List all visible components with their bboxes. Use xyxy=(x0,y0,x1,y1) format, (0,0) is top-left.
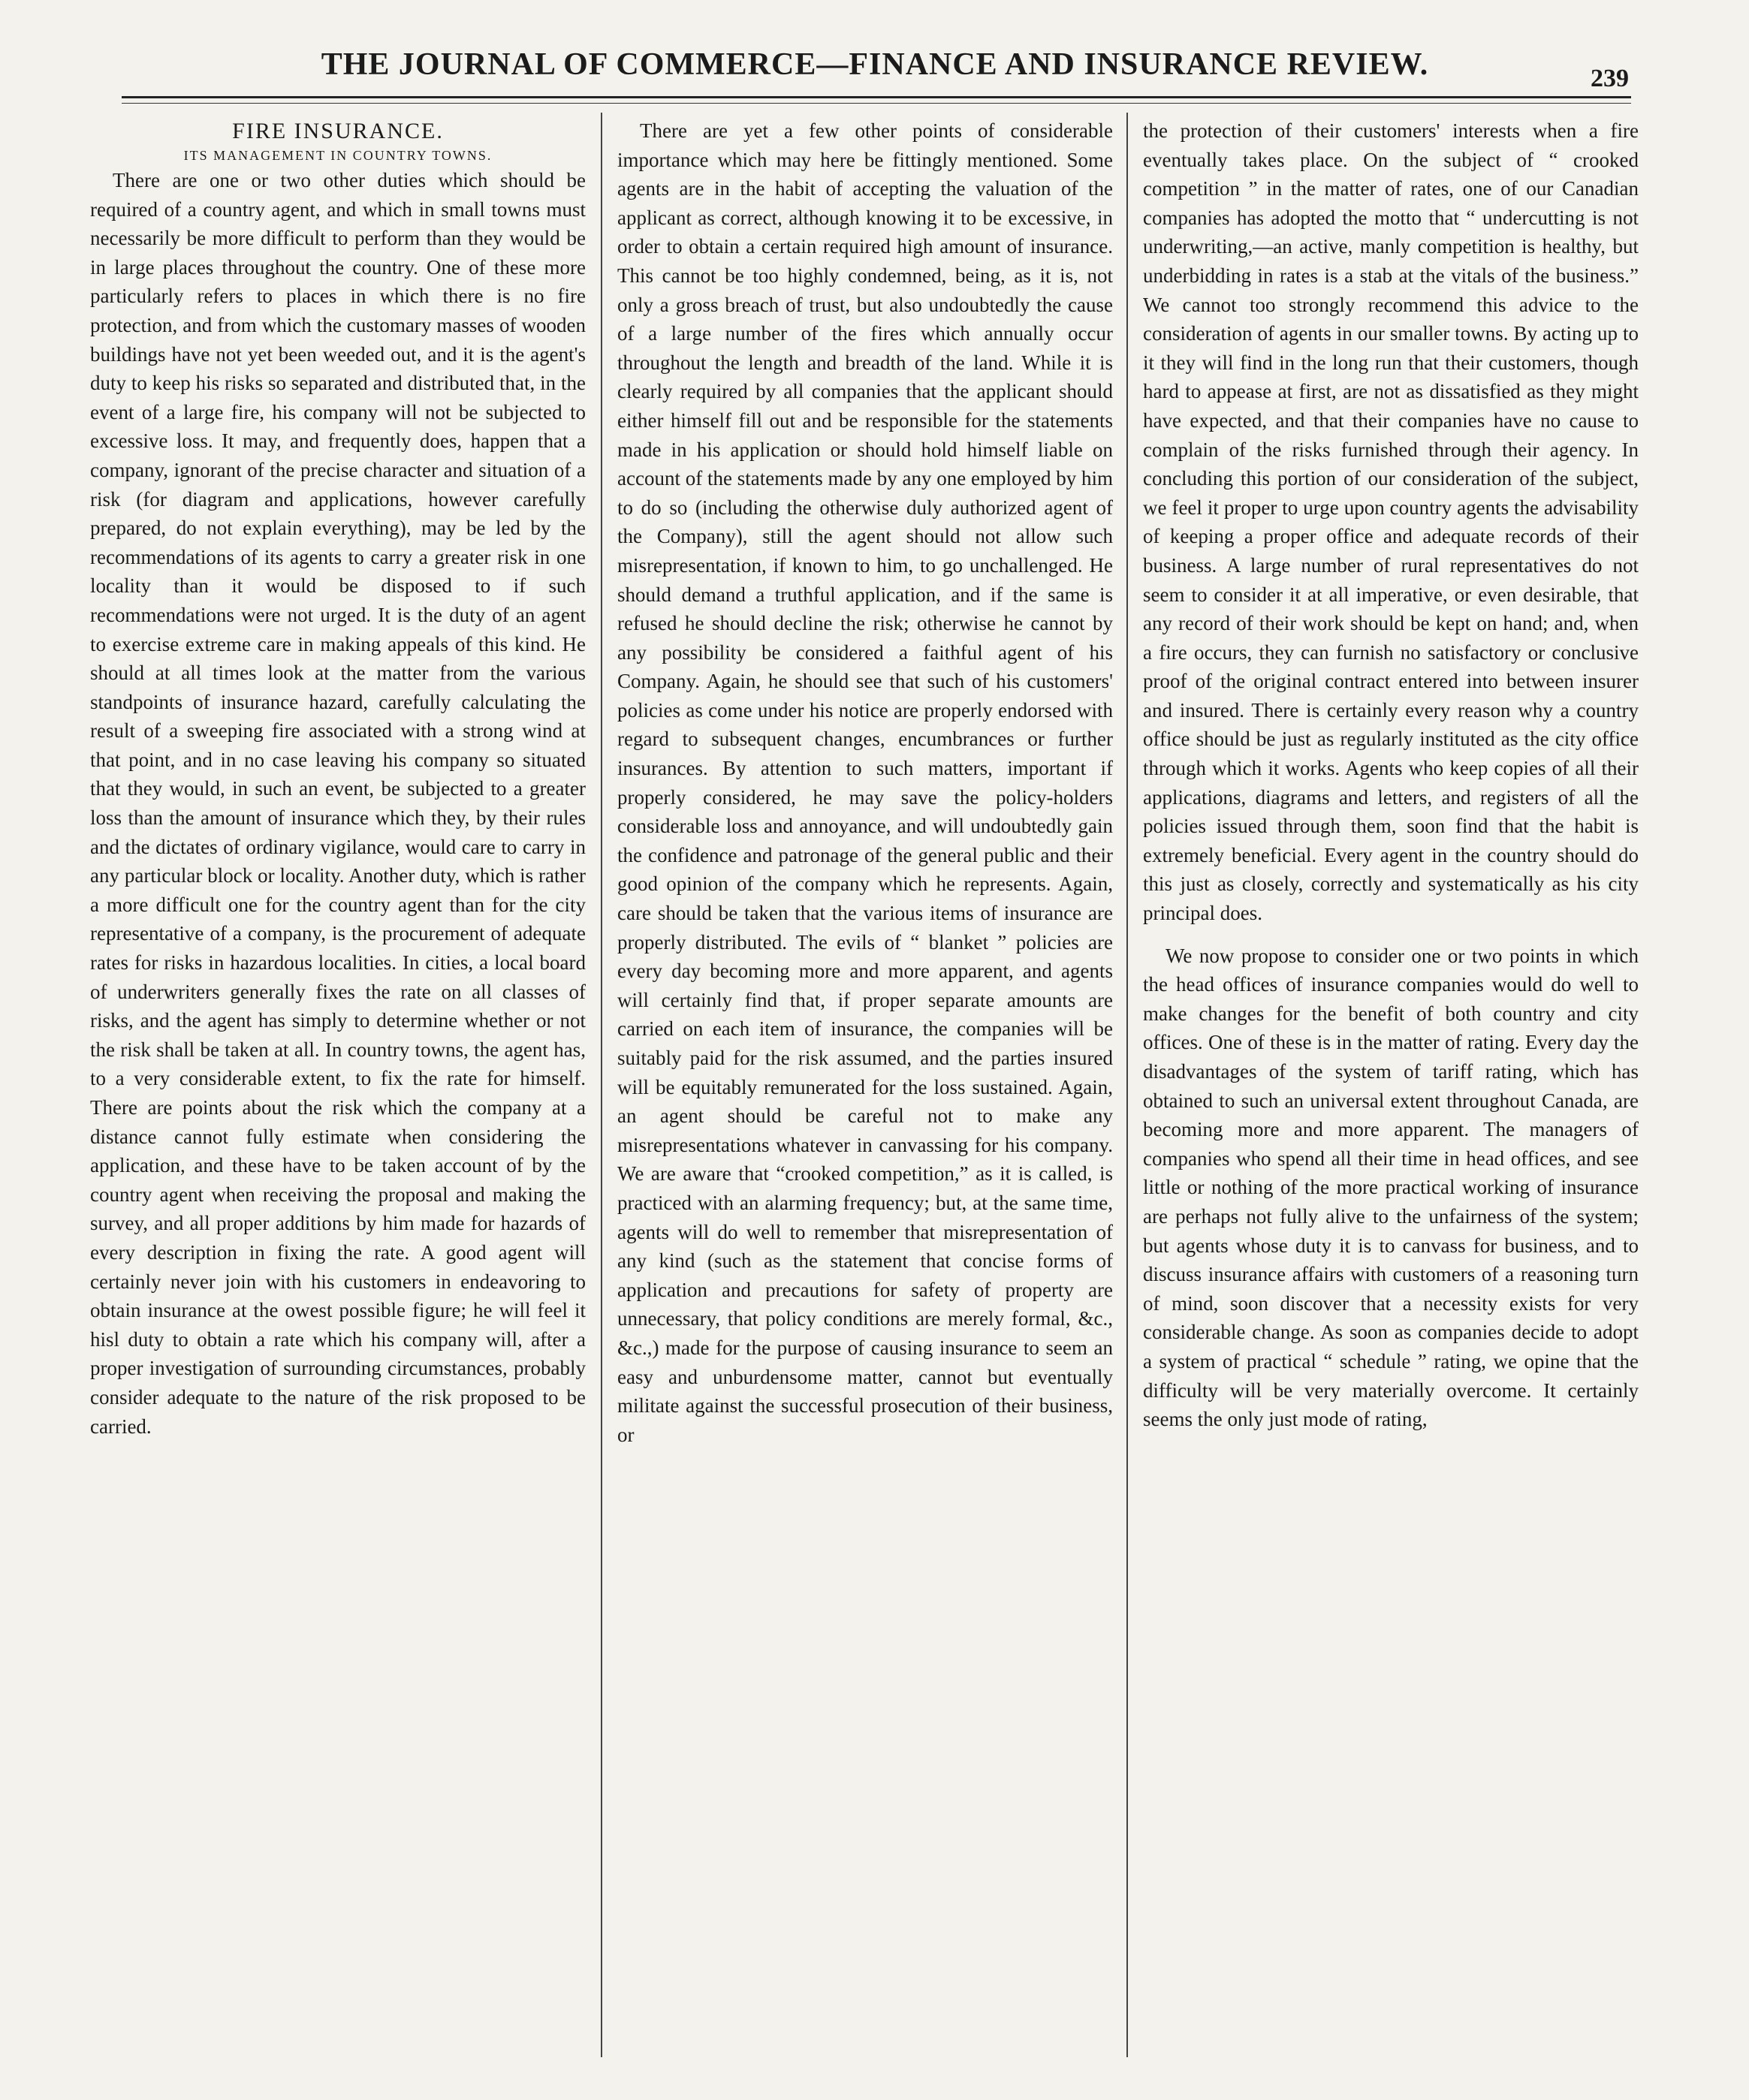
article-title: FIRE INSURANCE. xyxy=(232,119,444,143)
article-column-2 xyxy=(617,116,1113,2068)
article-column-3 xyxy=(1143,116,1639,2068)
column-3-text-a: the protection of their customers' interests when a fire eventually takes place. On the subject of “ crooked competition ” in the matter of rates, one of our Canadian companies has adopted the motto that “ undercutting is not underwriting,—an active, manly competition is healthy, but underbidding in rates is a stab at the vitals of the business.” We cannot too strongly recommend this advice to the consideration of agents in our smaller towns. By acting up to it they will find in the long run that their customers, though hard to appease at first, are not as dissatisfied as they might have expected, and that their companies have no cause to complain of the risks furnished through their agency. In concluding this portion of our consideration of the subject, we feel it proper to urge upon country agents the advisability of keeping a proper office and adequate records of their business. A large number of rural representatives do not seem to consider it at all imperative, or even desirable, that any record of their work should be kept on hand; and, when a fire occurs, they can furnish no satisfactory or conclusive proof of the original contract entered into between insurer and insured. There is certainly every reason why a country office should be just as regularly instituted as the city office through which it works. Agents who keep copies of all their applications, diagrams and letters, and registers of all the policies issued through them, soon find that the habit is extremely beneficial. Every agent in the country should do this just as closely, correctly and systematically as his city principal does. xyxy=(1143,119,1639,925)
column-1-text: There are one or two other duties which should be required of a country agent, and which in small towns must necessarily be more difficult to perform than they would be in large places throughout the country. One of these more particularly refers to places in which there is no fire protection, and from which the customary masses of wooden buildings have not yet been weeded out, and it is the agent's duty to keep his risks so separated and distributed that, in the event of a large fire, his company will not be subjected to excessive loss. It may, and frequently does, happen that a company, ignorant of the precise character and situation of a risk (for diagram and applications, however carefully prepared, do not explain everything), may be led by the recommendations of its agents to carry a greater risk in one locality than it would be disposed to if such recommendations were not urged. It is the duty of an agent to exercise extreme care in making appeals of this kind. He should at all times look at the matter from the various standpoints of insurance hazard, carefully calculating the result of a sweeping fire associated with a strong wind at that point, and in no case leaving his company so situated that they would, in such an event, be subjected to a greater loss than the amount of insurance which they, by their rules and the dictates of ordinary vigilance, would care to carry in any particular block or locality. Another duty, which is rather a more difficult one for the country agent than for the city representative of a company, is the procurement of adequate rates for risks in hazardous localities. In cities, a local board of underwriters generally fixes the rate on all classes of risks, and the agent has simply to determine whether or not the risk shall be taken at all. In country towns, the agent has, to a very considerable extent, to fix the rate for himself. There are points about the risk which the company at a distance cannot fully estimate when considering the application, and these have to be taken account of by the country agent when receiving the proposal and making the survey, and all proper additions by him made for hazards of every description in fixing the rate. A good agent will certainly never join with his customers in endeavoring to obtain insurance at the owest possible figure; he will feel it hisl duty to obtain a rate which his company will, after a proper investigation of surrounding circumstances, probably consider adequate to the nature of the risk proposed to be carried. xyxy=(90,169,586,1438)
column-2-text: There are yet a few other points of considerable importance which may here be fittingly mentioned. Some agents are in the habit of accepting the valuation of the applicant as correct, although knowing it to be excessive, in order to obtain a certain required high amount of insurance. This cannot be too highly condemned, being, as it is, not only a gross breach of trust, but also undoubtedly the cause of a large number of the fires which annually occur throughout the length and breadth of the land. While it is clearly required by all companies that the applicant should either himself fill out and be responsible for the statements made in his application or should hold himself liable on account of the statements made by any one employed by him to do so (including the otherwise duly authorized agent of the Company), still the agent should not allow such misrepresentation, if known to him, to go unchallenged. He should demand a truthful application, and if the same is refused he should decline the risk; otherwise he cannot by any possibility be considered a faithful agent of his Company. Again, he should see that such of his customers' policies as come under his notice are properly endorsed with regard to subsequent changes, encumbrances or further insurances. By attention to such matters, important if properly considered, he may save the policy-holders considerable loss and annoyance, and will undoubtedly gain the confidence and patronage of the general public and their good opinion of the company which he represents. Again, care should be taken that the various items of insurance are properly distributed. The evils of “ blanket ” policies are every day becoming more and more apparent, and agents will certainly find that, if proper separate amounts are carried on each item of insurance, the companies will be suitably paid for the risk assumed, and the parties insured will be equitably remunerated for the loss sustained. Again, an agent should be careful not to make any misrepresentations whatever in canvassing for his company. We are aware that “crooked competition,” as it is called, is practiced with an alarming frequency; but, at the same time, agents will do well to remember that misrepresentation of any kind (such as the statement that concise forms of application and precautions for safety of property are unnecessary, that policy conditions are merely formal, &c., &c.,) made for the purpose of causing insurance to seem an easy and unburdensome matter, cannot but eventually militate against the successful prosecution of their business, or xyxy=(617,119,1113,1446)
article-heading xyxy=(90,116,586,164)
masthead-title: THE JOURNAL OF COMMERCE—FINANCE AND INSURANCE REVIEW. xyxy=(321,47,1429,82)
page-number: 239 xyxy=(1591,65,1629,92)
article-subtitle: ITS MANAGEMENT IN COUNTRY TOWNS. xyxy=(183,148,493,163)
column-3-text-b: We now propose to consider one or two points in which the head offices of insurance companies would do well to make changes for the benefit of both country and city offices. One of these is in the matter of rating. Every day the disadvantages of the system of tariff rating, which has obtained to such an universal extent throughout Canada, are becoming more and more apparent. The managers of companies who spend all their time in head offices, and see little or nothing of the more practical working of insurance are perhaps not fully alive to the unfairness of the system; but agents whose duty it is to canvass for business, and to discuss insurance affairs with customers of a reasoning turn of mind, soon discover that a necessity exists for very considerable change. As soon as companies decide to adopt a system of practical “ schedule ” rating, we opine that the difficulty will be very materially overcome. It certainly seems the only just mode of rating, xyxy=(1143,944,1639,1431)
article-column-1 xyxy=(90,116,586,2068)
header-rule-thick xyxy=(122,96,1631,98)
header-rule-thin xyxy=(122,103,1631,104)
column-divider-1 xyxy=(601,113,602,2057)
column-divider-2 xyxy=(1126,113,1128,2057)
paragraph-gap xyxy=(1143,928,1639,942)
